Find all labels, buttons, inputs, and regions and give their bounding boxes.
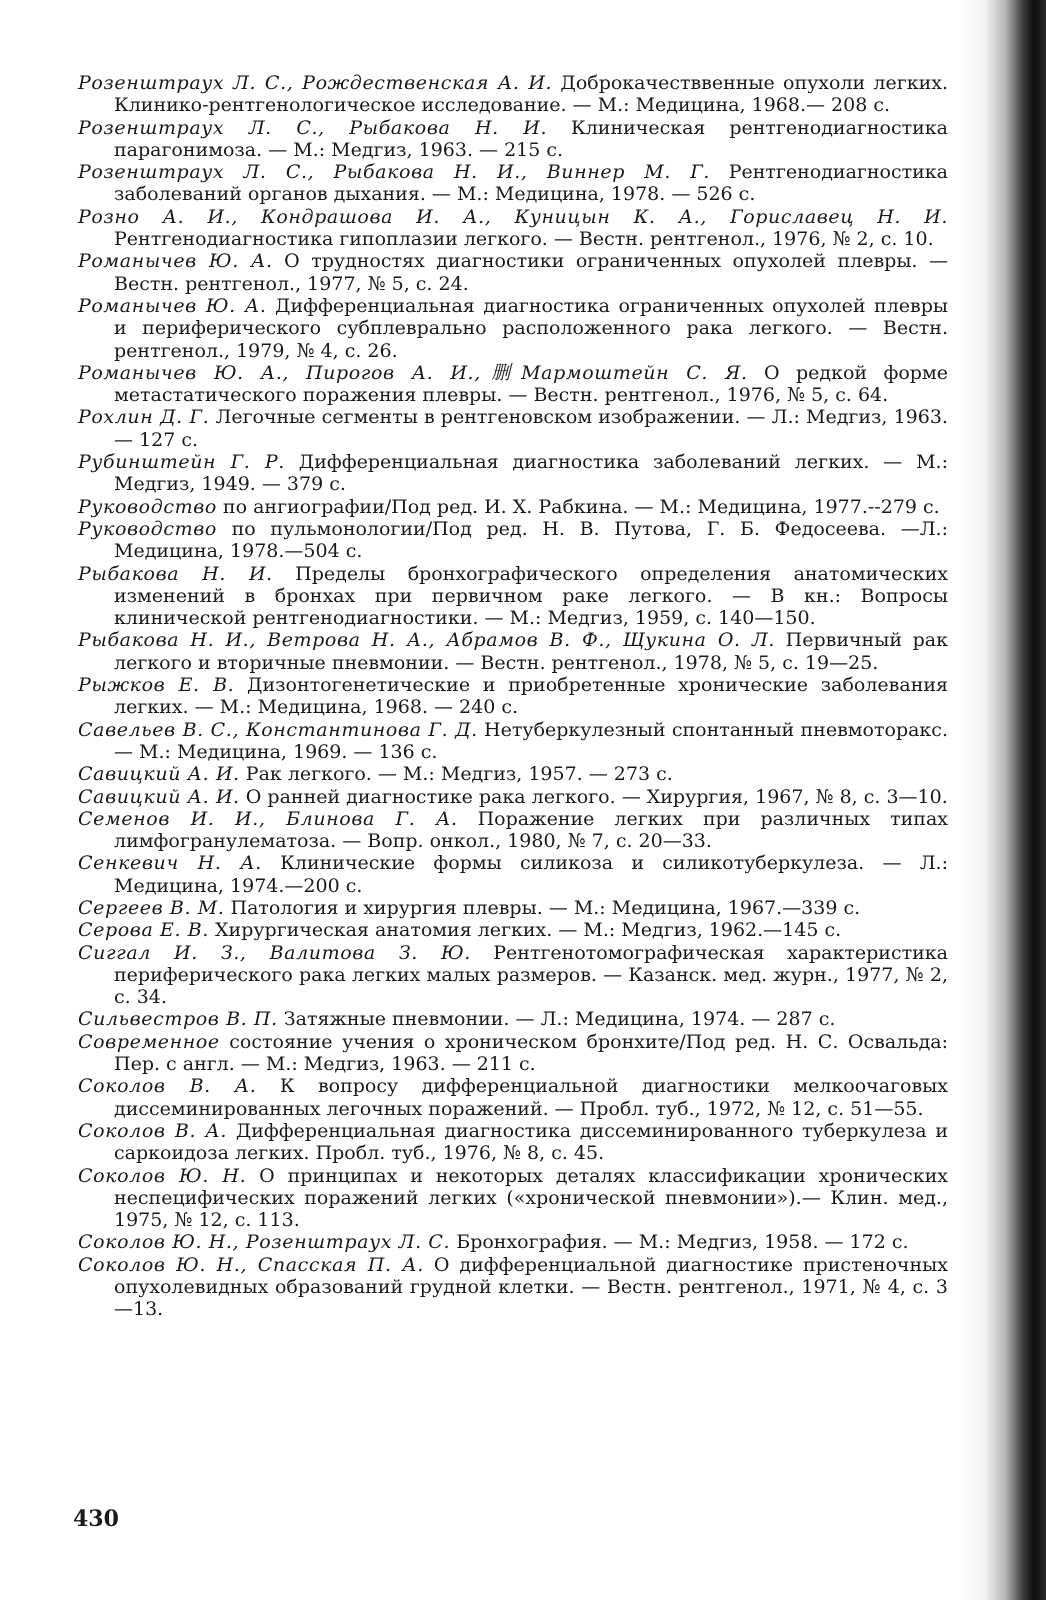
entry-text: Первичный рак легкого и вторичные пневмонии. — Вестн. рентгенол., 1978, № 5, с. 19—25. [114, 629, 948, 674]
entry-author: Сергеев В. М. [78, 896, 225, 919]
bibliography-entry [78, 1075, 948, 1120]
book-spine-shadow [960, 0, 1046, 1600]
bibliography-list [78, 72, 948, 1321]
bibliography-entry [78, 451, 948, 496]
entry-text: Рентгенодиагностика гипоплазии легкого. — Вестн. рентгенол., 1976, № 2, с. 10. [114, 228, 934, 251]
bibliography-entry [78, 250, 948, 295]
entry-text: Бронхография. — М.: Медгиз, 1958. — 172 с. [450, 1231, 909, 1254]
bibliography-entry [78, 295, 948, 362]
bibliography-entry [78, 942, 948, 1009]
entry-text: Доброкачестввенные опухоли легких. Клинико-рентгенологическое исследование. — М.: Медицина, 1968.— 208 с. [114, 72, 948, 117]
entry-text: О ранней диагностике рака легкого. — Хирургия, 1967, № 8, с. 3—10. [239, 785, 948, 808]
entry-author: Современное [78, 1030, 220, 1053]
entry-author: Розно А. И., Кондрашова И. А., Куницын К. А., Гориславец Н. И. [78, 205, 948, 228]
bibliography-entry [78, 72, 948, 117]
bibliography-entry [78, 406, 948, 451]
entry-text: Поражение легких при различных типах лимфогранулематоза. — Вопр. онкол., 1980, № 7, с. 20—33. [114, 807, 948, 853]
bibliography-entry [78, 674, 948, 719]
entry-author: Руководство [78, 495, 217, 518]
entry-author: Рохлин Д. Г. [78, 406, 210, 429]
bibliography-entry [78, 629, 948, 674]
bibliography-entry [78, 563, 948, 630]
entry-author: Рыбакова Н. И. [78, 562, 273, 585]
entry-author: Розенштраух Л. С., Рождественская А. И. [78, 72, 553, 94]
entry-author: Руководство [78, 517, 217, 540]
entry-text: по пульмонологии/Под ред. Н. В. Путова, Г. Б. Федосеева. —Л.: Медицина, 1978.—504 с. [114, 517, 948, 563]
entry-text: Нетуберкулезный спонтанный пневмоторакс. — М.: Медицина, 1969. — 136 с. [114, 718, 948, 763]
entry-text: Дизонтогенетические и приобретенные хронические заболевания легких. — М.: Медицина, 1968. — 240 с. [114, 674, 949, 719]
entry-text: Клиническая рентгенодиагностика парагонимоза. — М.: Медгиз, 1963. — 215 с. [114, 116, 948, 161]
bibliography-entry [78, 852, 948, 897]
entry-text: Дифференциальная диагностика заболеваний легких. — М.: Медгиз, 1949. — 379 с. [114, 451, 948, 496]
entry-author: Серова Е. В. [78, 919, 209, 942]
entry-text: Затяжные пневмонии. — Л.: Медицина, 1974. — 287 с. [277, 1008, 836, 1031]
bibliography-entry [78, 206, 948, 251]
entry-text: Клинические формы силикоза и силикотуберкулеза. — Л.: Медицина, 1974.—200 с. [114, 852, 948, 897]
entry-text: Рентгенотомографическая характеристика периферического рака легких малых размеров. — Казанск. мед. журн., 1977, № 2, с. 34. [114, 941, 948, 1009]
entry-author: Романычев Ю. А. [78, 294, 267, 317]
entry-text: К вопросу дифференциальной диагностики мелкоочаговых диссеминированных легочных поражений. — Пробл. туб., 1972, № 12, с. 51—55. [114, 1075, 948, 1120]
entry-author: Розенштраух Л. С., Рыбакова Н. И. [78, 116, 548, 139]
entry-author: Романычев Ю. А., Пирогов А. И.,删Мармоштейн С. Я. [78, 361, 748, 384]
entry-text: по ангиографии/Под ред. И. Х. Рабкина. — М.: Медицина, 1977.--279 с. [216, 495, 940, 518]
entry-author: Савельев В. С., Константинова Г. Д. [78, 718, 478, 741]
entry-text: Рентгенодиагностика заболеваний органов дыхания. — М.: Медицина, 1978. — 526 с. [114, 161, 948, 206]
entry-text: Патология и хирургия плевры. — М.: Медицина, 1967.—339 с. [224, 896, 861, 919]
entry-author: Сенкевич Н. А. [78, 852, 262, 875]
bibliography-entry [78, 897, 948, 919]
entry-author: Рыжков Е. В. [78, 674, 235, 697]
entry-text: Дифференциальная диагностика диссеминированного туберкулеза и саркоидоза легких. Пробл. туб., 1976, № 8, с. 45. [114, 1119, 949, 1165]
entry-text: Хирургическая анатомия легких. — М.: Медгиз, 1962.—145 с. [208, 919, 842, 942]
bibliography-entry [78, 1120, 948, 1165]
bibliography-entry [78, 808, 948, 853]
bibliography-entry [78, 719, 948, 764]
bibliography-entry [78, 786, 948, 808]
bibliography-entry [78, 117, 948, 162]
bibliography-entry [78, 161, 948, 206]
entry-author: Савицкий А. И. [78, 785, 240, 808]
bibliography-entry [78, 518, 948, 563]
bibliography-entry [78, 919, 948, 941]
entry-text: О дифференциальной диагностике пристеночных опухолевидных образований грудной клетки. — Вестн. рентгенол., 1971, № 4, с. 3—13. [114, 1253, 948, 1321]
entry-author: Соколов Ю. Н., Розенштраух Л. С. [78, 1231, 451, 1254]
bibliography-entry [78, 362, 948, 407]
entry-text: О принципах и некоторых деталях классификации хронических неспецифических поражений легких («хронической пневмонии»).— Клин. мед., 1975, № 12, с. 113. [114, 1164, 948, 1232]
bibliography-entry [78, 496, 948, 518]
entry-author: Савицкий А. И. [78, 763, 240, 786]
entry-author: Соколов В. А. [78, 1075, 257, 1098]
bibliography-entry [78, 1008, 948, 1030]
entry-text: Пределы бронхографического определения анатомических изменений в бронхах при первичном раке легкого. — В кн.: Вопросы клинической рентгенодиагностики. — М.: Медгиз, 1959, с. 140—150. [114, 562, 948, 630]
entry-author: Сиггал И. З., Валитова З. Ю. [78, 941, 471, 964]
bibliography-entry [78, 1031, 948, 1076]
bibliography-entry [78, 763, 948, 785]
page-number: 430 [73, 1506, 119, 1532]
entry-text: О редкой форме метастатического поражения плевры. — Вестн. рентгенол., 1976, № 5, с. 64. [114, 361, 948, 407]
entry-author: Соколов Ю. Н., Спасская П. А. [78, 1253, 424, 1276]
bibliography-entry [78, 1231, 948, 1253]
entry-text: Легочные сегменты в рентгеновском изображении. — Л.: Медгиз, 1963. — 127 с. [114, 406, 948, 451]
entry-text: Дифференциальная диагностика ограниченных опухолей плевры и периферического субплеврально расположенного рака легкого. — Вестн. рентгенол., 1979, № 4, с. 26. [114, 294, 948, 362]
entry-author: Соколов Ю. Н. [78, 1164, 247, 1187]
entry-author: Рыбакова Н. И., Ветрова Н. А., Абрамов В. Ф., Щукина О. Л. [78, 629, 775, 652]
entry-author: Сильвестров В. П. [78, 1008, 278, 1031]
entry-author: Романычев Ю. А. [78, 250, 273, 273]
entry-author: Рубинштейн Г. Р. [78, 451, 285, 474]
entry-text: Рак легкого. — М.: Медгиз, 1957. — 273 с. [239, 763, 673, 786]
entry-author: Семенов И. И., Блинова Г. А. [78, 807, 458, 830]
bibliography-entry [78, 1254, 948, 1321]
entry-author: Розенштраух Л. С., Рыбакова Н. И., Виннер М. Г. [78, 161, 711, 184]
bibliography-entry [78, 1165, 948, 1232]
entry-author: Соколов В. А. [78, 1119, 228, 1142]
entry-text: О трудностях диагностики ограниченных опухолей плевры. — Вестн. рентгенол., 1977, № 5, с. 24. [114, 250, 948, 295]
entry-text: состояние учения о хроническом бронхите/Под ред. Н. С. Освальда: Пер. с англ. — М.: Медгиз, 1963. — 211 с. [114, 1030, 948, 1076]
